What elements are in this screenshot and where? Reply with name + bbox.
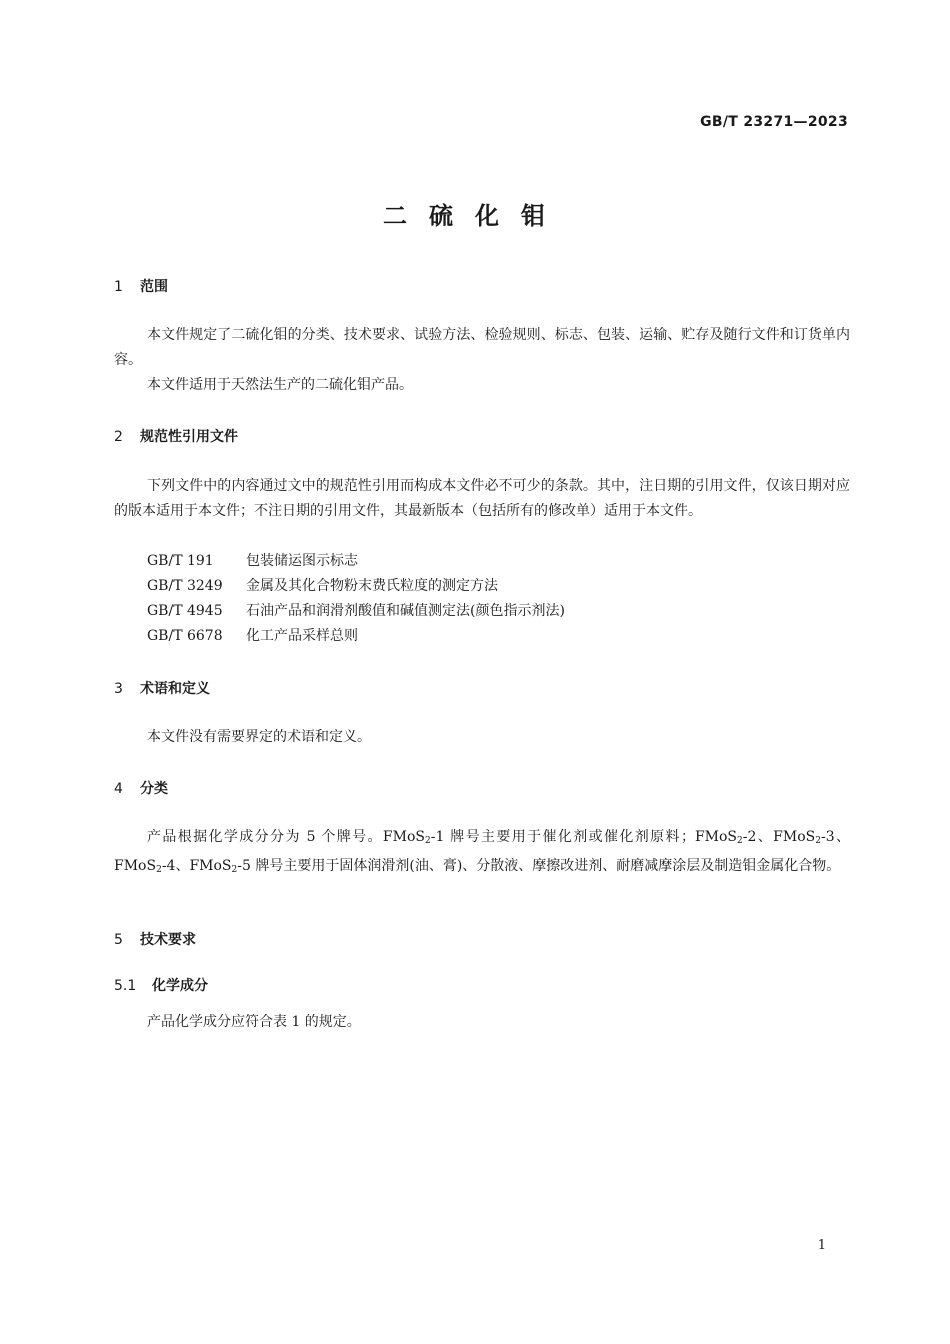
reference-code: GB/T 191 — [147, 553, 214, 569]
text-run: -3、FMoS — [114, 829, 850, 874]
text-run: -5 牌号主要用于固体润滑剂(油、膏)、分散液、摩擦改进剂、耐磨减摩涂层及制造钼金属化合物。 — [237, 858, 841, 874]
subscript: 2 — [231, 865, 238, 875]
section-3-paragraph-1: 本文件没有需要界定的术语和定义。 — [147, 729, 371, 745]
subscript: 2 — [425, 836, 431, 846]
section-1-paragraph-1: 本文件规定了二硫化钼的分类、技术要求、试验方法、检验规则、标志、包装、运输、贮存及随行文件和订货单内容。 — [114, 327, 850, 368]
section-1-paragraph-2: 本文件适用于天然法生产的二硫化钼产品。 — [147, 377, 413, 393]
section-2-heading — [114, 426, 238, 446]
reference-item — [147, 599, 565, 624]
reference-title: 化工产品采样总则 — [246, 628, 358, 644]
text-run: -4、FMoS — [161, 858, 232, 874]
section-3-heading — [114, 678, 210, 698]
text-run: -1 牌号主要用于催化剂或催化剂原料；FMoS — [430, 829, 738, 845]
reference-title: 金属及其化合物粉末费氏粒度的测定方法 — [246, 578, 498, 594]
section-number: 2 — [114, 429, 123, 445]
subscript: 2 — [737, 836, 743, 846]
section-5-1-heading — [114, 975, 208, 995]
text-run: 产品根据化学成分分为 5 个牌号。FMoS — [147, 829, 425, 845]
reference-code: GB/T 4945 — [147, 603, 223, 619]
reference-item — [147, 549, 358, 574]
reference-code: GB/T 3249 — [147, 578, 223, 594]
section-number: 1 — [114, 279, 123, 295]
section-number: 3 — [114, 681, 123, 697]
standard-number: GB/T 23271—2023 — [700, 114, 848, 130]
section-title: 范围 — [140, 279, 168, 295]
page-number: 1 — [817, 1238, 826, 1253]
section-title: 术语和定义 — [140, 681, 210, 697]
section-number: 4 — [114, 781, 123, 797]
section-title: 规范性引用文件 — [140, 429, 238, 445]
reference-code: GB/T 6678 — [147, 628, 223, 644]
section-2-paragraph-1: 下列文件中的内容通过文中的规范性引用而构成本文件必不可少的条款。其中，注日期的引用文件，仅该日期对应的版本适用于本文件；不注日期的引用文件，其最新版本（包括所有的修改单）适用于本文件。 — [114, 478, 850, 519]
section-number: 5.1 — [114, 978, 137, 994]
section-4-heading — [114, 778, 168, 798]
section-5-1-paragraph-1: 产品化学成分应符合表 1 的规定。 — [147, 1014, 361, 1030]
reference-item — [147, 624, 358, 649]
subscript: 2 — [156, 865, 162, 875]
reference-title: 石油产品和润滑剂酸值和碱值测定法(颜色指示剂法) — [246, 603, 565, 619]
document-title: 二硫化钼 — [383, 202, 567, 230]
reference-item — [147, 574, 498, 599]
subscript: 2 — [815, 836, 821, 846]
text-run: -2、FMoS — [742, 829, 816, 845]
section-title: 分类 — [140, 781, 168, 797]
section-4-paragraph-1 — [114, 825, 850, 883]
reference-title: 包装储运图示标志 — [246, 553, 358, 569]
section-1-heading — [114, 276, 168, 296]
section-5-heading — [114, 929, 196, 949]
section-number: 5 — [114, 932, 123, 948]
section-title: 技术要求 — [140, 932, 196, 948]
section-title: 化学成分 — [152, 978, 208, 994]
